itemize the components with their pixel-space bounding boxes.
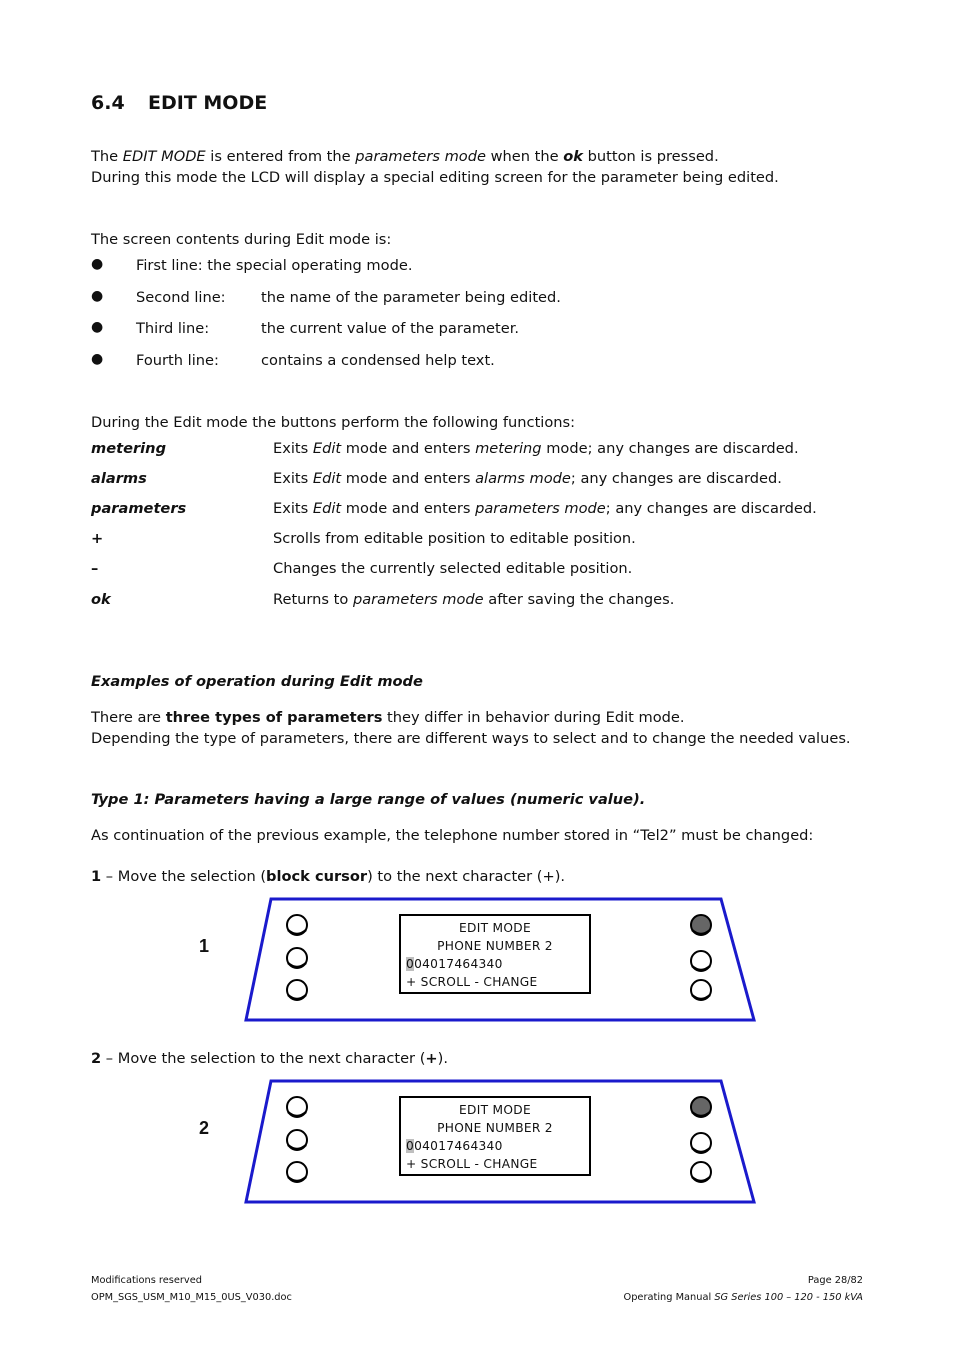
lcd-line-4: + SCROLL - CHANGE (406, 1157, 538, 1171)
section-title: EDIT MODE (148, 92, 268, 114)
footer-filename: OPM_SGS_USM_M10_M15_0US_V030.doc (91, 1292, 292, 1303)
right-button-3[interactable] (691, 980, 711, 1000)
intro-line-2: During this mode the LCD will display a special editing screen for the parameter being edited. (91, 169, 779, 186)
block-cursor: 0 (406, 957, 415, 971)
left-button-2[interactable] (287, 1130, 307, 1150)
right-button-3[interactable] (691, 1162, 711, 1182)
examples-para-2: Depending the type of parameters, there are different ways to select and to change the needed values. (91, 730, 851, 747)
lcd-line-1: EDIT MODE (459, 1103, 531, 1117)
footer-manual-title: Operating Manual SG Series 100 – 120 - 150 kVA (623, 1292, 863, 1303)
function-row: + Scrolls from editable position to editable position. (91, 530, 636, 547)
lcd-line-2: PHONE NUMBER 2 (437, 939, 553, 953)
screen-contents-intro: The screen contents during Edit mode is: (91, 231, 392, 248)
function-row: – Changes the currently selected editable position. (91, 560, 633, 577)
lcd-line-3: 004017464340 (406, 1139, 503, 1153)
examples-heading: Examples of operation during Edit mode (91, 673, 423, 690)
step-2-text: 2 – Move the selection to the next character (+). (91, 1050, 448, 1067)
left-button-2[interactable] (287, 948, 307, 968)
left-button-3[interactable] (287, 980, 307, 1000)
right-button-1-active[interactable] (691, 1097, 711, 1117)
lcd-display-2 (399, 1096, 591, 1176)
function-row: ok Returns to parameters mode after saving the changes. (91, 591, 675, 608)
bullet-icon: ● (91, 319, 104, 335)
lcd-line-1: EDIT MODE (459, 921, 531, 935)
buttons-intro: During the Edit mode the buttons perform the following functions: (91, 414, 576, 431)
footer-page-number: Page 28/82 (807, 1275, 863, 1286)
function-row: parameters Exits Edit mode and enters parameters mode; any changes are discarded. (91, 500, 817, 517)
right-button-2[interactable] (691, 951, 711, 971)
right-button-2[interactable] (691, 1133, 711, 1153)
block-cursor: 0 (406, 1139, 415, 1153)
bullet-icon: ● (91, 351, 104, 367)
function-row: metering Exits Edit mode and enters metering mode; any changes are discarded. (91, 440, 799, 457)
lcd-display-1 (399, 914, 591, 994)
list-item: ● First line: the special operating mode. (91, 256, 413, 274)
list-item: ● Third line: the current value of the parameter. (91, 319, 520, 337)
left-button-3[interactable] (287, 1162, 307, 1182)
section-heading (91, 92, 267, 114)
bullet-icon: ● (91, 288, 104, 304)
lcd-line-3: 004017464340 (406, 957, 503, 971)
footer-modifications: Modifications reserved (91, 1275, 202, 1286)
lcd-line-2: PHONE NUMBER 2 (437, 1121, 553, 1135)
list-item: ● Fourth line: contains a condensed help text. (91, 351, 495, 369)
panel-1-label: 1 (199, 936, 210, 956)
type1-text: As continuation of the previous example, the telephone number stored in “Tel2” must be changed: (91, 827, 814, 844)
bullet-icon: ● (91, 256, 104, 272)
lcd-line-4: + SCROLL - CHANGE (406, 975, 538, 989)
intro-line-1: The EDIT MODE is entered from the parameters mode when the ok button is pressed. (91, 148, 719, 165)
list-item: ● Second line: the name of the parameter being edited. (91, 288, 561, 306)
left-button-1[interactable] (287, 915, 307, 935)
section-number: 6.4 (91, 92, 125, 114)
examples-para-1: There are three types of parameters they differ in behavior during Edit mode. (91, 709, 685, 726)
right-button-1-active[interactable] (691, 915, 711, 935)
left-button-1[interactable] (287, 1097, 307, 1117)
function-row: alarms Exits Edit mode and enters alarms mode; any changes are discarded. (91, 470, 782, 487)
panel-2-label: 2 (199, 1118, 210, 1138)
type1-heading: Type 1: Parameters having a large range of values (numeric value). (91, 791, 646, 808)
step-1-text: 1 – Move the selection (block cursor) to the next character (+). (91, 868, 566, 885)
